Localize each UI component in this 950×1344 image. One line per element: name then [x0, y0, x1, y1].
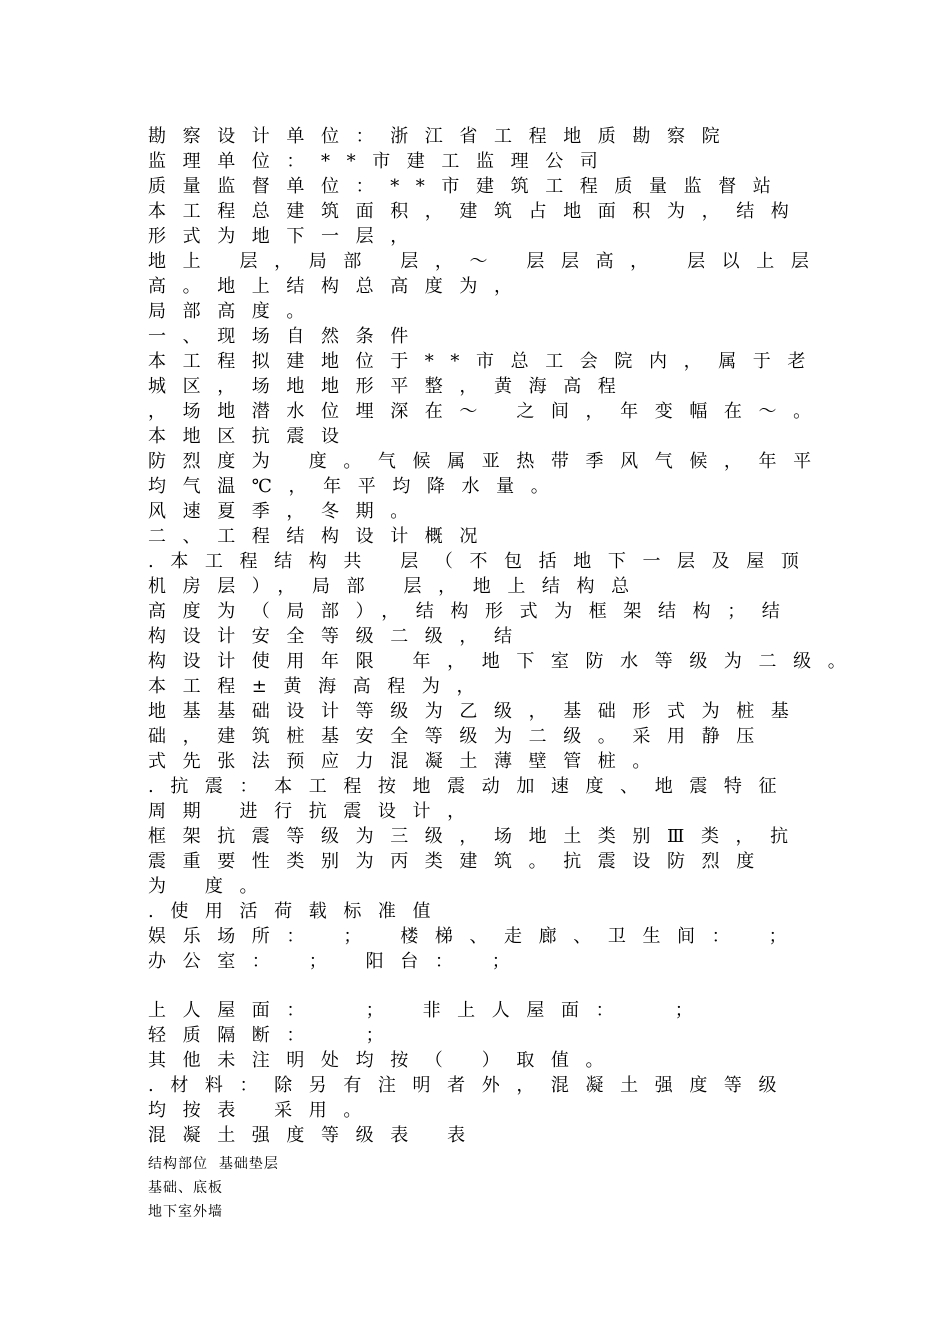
text-line: 为 度。 — [148, 876, 275, 897]
document-body — [148, 124, 863, 1224]
text-line: 均按表 采用。 — [148, 1100, 378, 1121]
text-line: 本工程总建筑面积，建筑占地面积为，结构 — [148, 201, 806, 222]
text-line: .材料：除另有注明者外，混凝土强度等级 — [148, 1075, 794, 1096]
blank-line — [148, 974, 848, 998]
text-line: ，场地潜水位埋深在～ 之间，年变幅在～。 — [148, 401, 828, 422]
text-line: 本工程±黄海高程为， — [148, 676, 492, 697]
text-line: .本工程结构共 层（不包括地下一层及屋顶 — [148, 551, 816, 572]
text-line: 均气温℃，年平均降水量。 — [148, 476, 566, 497]
text-line: 形式为地下一层， — [148, 226, 425, 247]
text-line: 本工程拟建地位于**市总工会院内，属于老 — [148, 351, 822, 372]
text-line: 上人屋面： ； 非上人屋面： ； — [148, 1000, 710, 1021]
text-line: 质量监督单位：**市建筑工程质量监督站 — [148, 176, 788, 197]
text-line: 局部高度。 — [148, 301, 321, 322]
section-heading: 一、现场自然条件 — [148, 326, 425, 347]
text-line: 防烈度为 度。气候属亚热带季风气候，年平 — [148, 451, 828, 472]
text-line: 础，建筑桩基安全等级为二级。采用静压 — [148, 726, 771, 747]
text-line: 勘察设计单位：浙江省工程地质勘察院 — [148, 126, 737, 147]
text-line: 风速夏季，冬期。 — [148, 501, 425, 522]
text-line: 高。地上结构总高度为， — [148, 276, 529, 297]
text-line: 构设计安全等级二级，结 — [148, 626, 529, 647]
table-header-cell: 基础垫层 — [218, 1156, 279, 1172]
text-line: .抗震：本工程按地震动加速度、地震特征 — [148, 776, 794, 797]
text-line: 轻质隔断： ； — [148, 1025, 401, 1046]
text-line: 周期 进行抗震设计， — [148, 801, 482, 822]
text-line: 本地区抗震设 — [148, 426, 356, 447]
text-line: 高度为（局部），结构形式为框架结构；结 — [148, 601, 797, 622]
text-line: 式先张法预应力混凝土薄壁管桩。 — [148, 751, 667, 772]
text-line: 地基基础设计等级为乙级，基础形式为桩基 — [148, 701, 806, 722]
text-line: 构设计使用年限 年，地下室防水等级为二级。 — [148, 651, 863, 672]
text-line: 城区，场地地形平整，黄海高程 — [148, 376, 633, 397]
text-line: .使用活荷载标准值 — [148, 901, 448, 922]
concrete-grade-table — [148, 1152, 848, 1224]
section-heading: 二、工程结构设计概况 — [148, 526, 494, 547]
text-line: 机房层），局部 层，地上结构总 — [148, 576, 646, 597]
table-header-row — [148, 1152, 848, 1176]
table-header-cell: 结构部位 — [148, 1156, 208, 1172]
table-caption: 混凝土强度等级表 表 — [148, 1125, 482, 1146]
text-line: 震重要性类别为丙类建筑。抗震设防烈度 — [148, 851, 771, 872]
text-line: 其他未注明处均按（ ）取值。 — [148, 1050, 621, 1071]
text-line: 地上 层，局部 层，～ 层层高， 层以上层 — [148, 251, 826, 272]
table-row: 基础、底板 — [148, 1180, 223, 1196]
text-line: 框架抗震等级为三级，场地土类别Ⅲ类，抗 — [148, 826, 805, 847]
text-line: 娱乐场所： ； 楼梯、走廊、卫生间： ； — [148, 926, 804, 947]
text-line: 办公室： ； 阳台： ； — [148, 951, 527, 972]
table-row: 地下室外墙 — [148, 1204, 223, 1220]
text-line: 监理单位：**市建工监理公司 — [148, 151, 615, 172]
